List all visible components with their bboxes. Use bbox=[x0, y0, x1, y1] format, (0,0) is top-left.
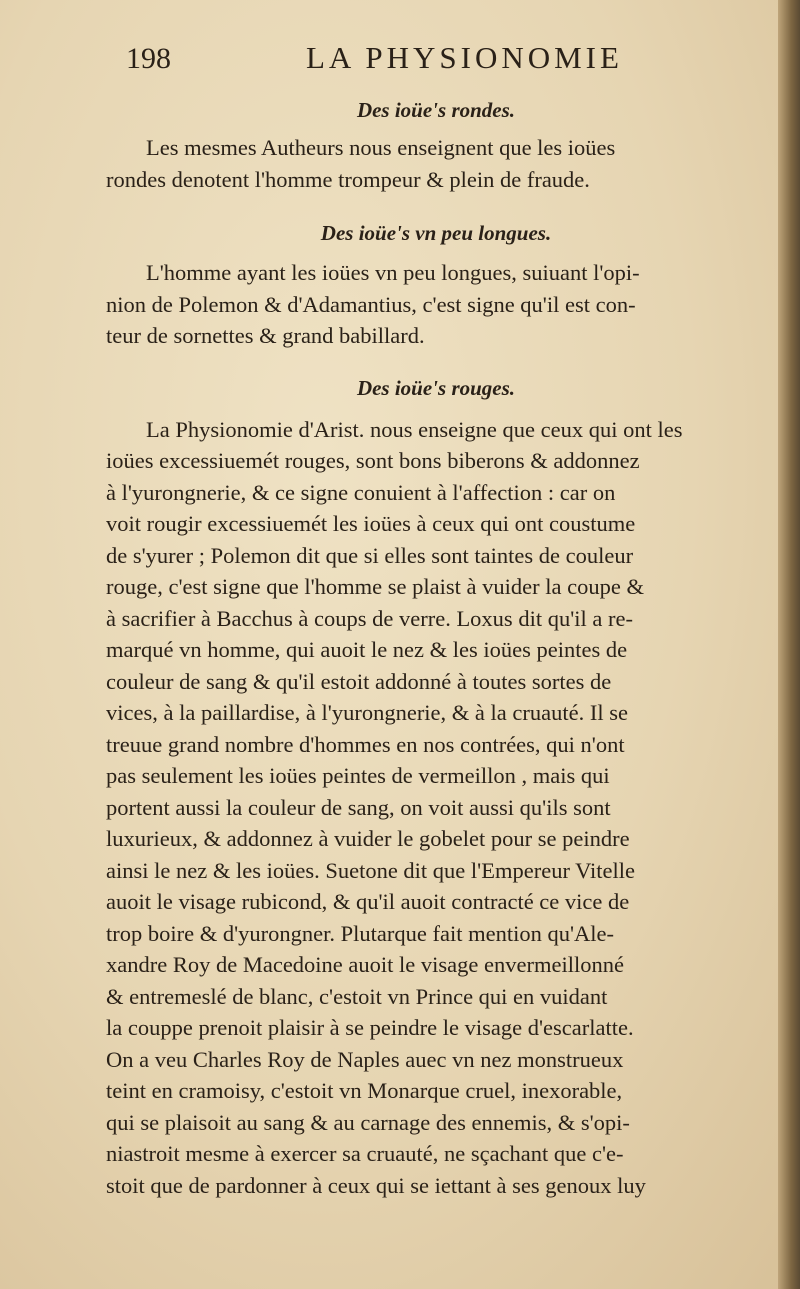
section-heading: Des ioüe's rouges. bbox=[356, 375, 516, 400]
text-line: On a veu Charles Roy de Naples auec vn nez monstrueux bbox=[106, 1046, 624, 1072]
text-line: stoit que de pardonner à ceux qui se iettant à ses genoux luy bbox=[106, 1172, 646, 1198]
text-line: & entremeslé de blanc, c'estoit vn Prince qui en vuidant bbox=[106, 983, 608, 1009]
text-line: voit rougir excessiuemét les ioües à ceux qui ont coustume bbox=[106, 511, 636, 536]
text-line: rondes denotent l'homme trompeur & plein de fraude. bbox=[106, 166, 590, 192]
text-line: pas seulement les ioües peintes de vermeillon , mais qui bbox=[106, 763, 610, 788]
text-line: trop boire & d'yurongner. Plutarque fait mention qu'Ale- bbox=[106, 920, 614, 946]
text-line: marqué vn homme, qui auoit le nez & les ioües peintes de bbox=[106, 637, 628, 662]
text-line: à l'yurongnerie, & ce signe conuient à l'affection : car on bbox=[106, 479, 616, 505]
text-line: nion de Polemon & d'Adamantius, c'est signe qu'il est con- bbox=[106, 291, 636, 317]
text-line: portent aussi la couleur de sang, on voit aussi qu'ils sont bbox=[106, 794, 611, 820]
text-line: La Physionomie d'Arist. nous enseigne que ceux qui ont les bbox=[146, 416, 683, 442]
text-line: treuue grand nombre d'hommes en nos contrées, qui n'ont bbox=[106, 731, 625, 757]
text-line: rouge, c'est signe que l'homme se plaist à vuider la coupe & bbox=[106, 574, 644, 599]
text-line: L'homme ayant les ioües vn peu longues, suiuant l'opi- bbox=[146, 260, 640, 285]
text-line: qui se plaisoit au sang & au carnage des ennemis, & s'opi- bbox=[106, 1109, 630, 1135]
text-line: xandre Roy de Macedoine auoit le visage envermeillonné bbox=[106, 952, 624, 977]
text-line: niastroit mesme à exercer sa cruauté, ne sçachant que c'e- bbox=[106, 1141, 624, 1166]
text-line: teint en cramoisy, c'estoit vn Monarque cruel, inexorable, bbox=[106, 1078, 623, 1103]
text-line: luxurieux, & addonnez à vuider le gobelet pour se peindre bbox=[106, 826, 630, 851]
book-spine-edge bbox=[778, 0, 800, 1289]
text-line: teur de sornettes & grand babillard. bbox=[106, 323, 425, 348]
text-line: auoit le visage rubicond, & qu'il auoit contracté ce vice de bbox=[106, 889, 630, 914]
text-line: à sacrifier à Bacchus à coups de verre. Loxus dit qu'il a re- bbox=[106, 605, 633, 631]
paragraph bbox=[106, 132, 766, 195]
text-line: de s'yurer ; Polemon dit que si elles sont taintes de couleur bbox=[106, 542, 634, 568]
text-line: Les mesmes Autheurs nous enseignent que les ioües bbox=[146, 135, 616, 160]
text-block bbox=[106, 92, 766, 1201]
text-line: ainsi le nez & les ioües. Suetone dit que l'Empereur Vitelle bbox=[106, 857, 636, 883]
section-heading: Des ioüe's rondes. bbox=[356, 98, 516, 122]
running-head: LA PHYSIONOMIE bbox=[306, 40, 623, 75]
text-line: couleur de sang & qu'il estoit addonné à toutes sortes de bbox=[106, 668, 612, 694]
paragraph bbox=[106, 414, 766, 1202]
page-number: 198 bbox=[126, 42, 171, 75]
text-line: la couppe prenoit plaisir à se peindre le visage d'escarlatte. bbox=[106, 1015, 634, 1040]
section-heading: Des ioüe's vn peu longues. bbox=[320, 221, 552, 245]
text-line: vices, à la paillardise, à l'yurongnerie, & à la cruauté. Il se bbox=[106, 700, 628, 725]
text-line: ioües excessiuemét rouges, sont bons biberons & addonnez bbox=[106, 448, 640, 473]
paragraph bbox=[106, 257, 766, 352]
page-header bbox=[126, 38, 686, 82]
